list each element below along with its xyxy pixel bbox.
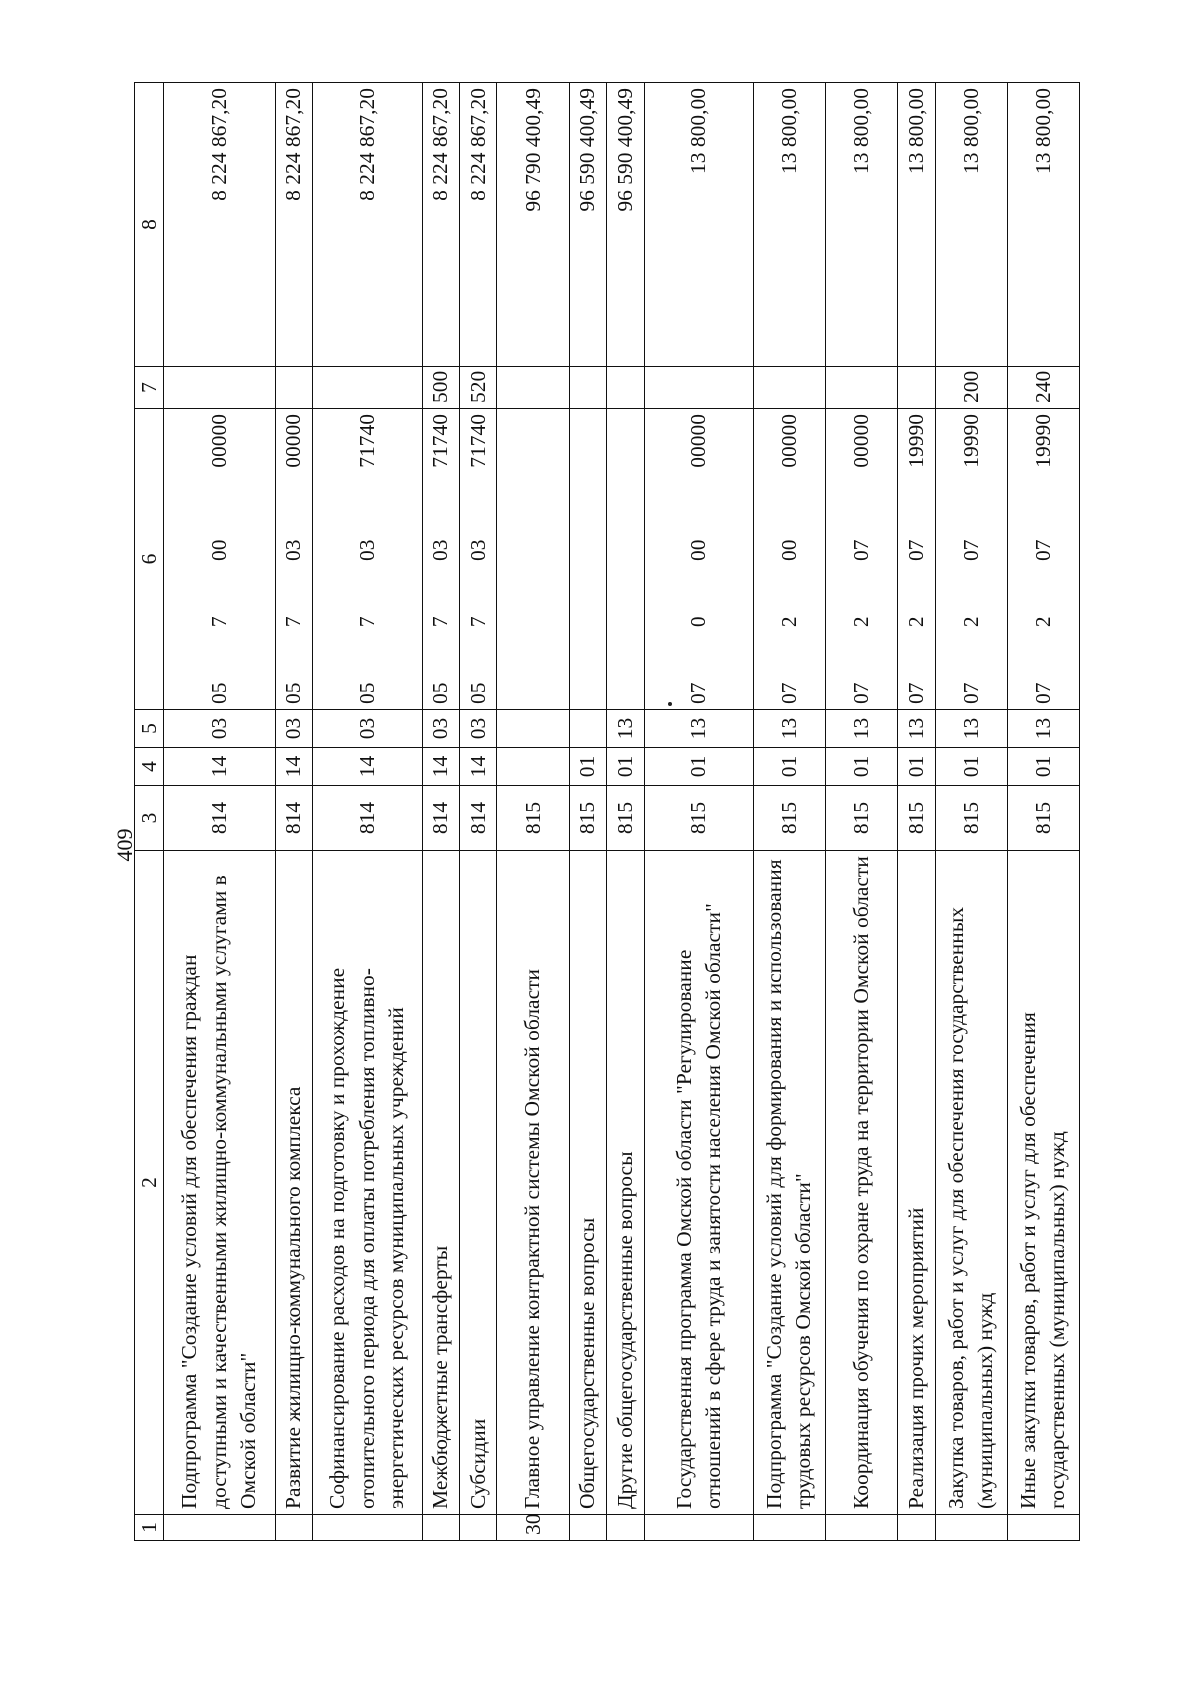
table-row (569, 83, 606, 1541)
target-article-code (935, 409, 1007, 710)
target-article-parts (959, 414, 984, 704)
column-number-header-row (135, 83, 164, 1541)
target-article-part: 07 (903, 682, 928, 704)
target-article-part: 05 (465, 682, 490, 704)
subsection-code: 03 (275, 710, 312, 748)
admin-code: 815 (497, 786, 569, 851)
expense-name: Подпрограмма "Создание условий для обеспечения граждан доступными и качественными жилищно-коммунальными услугами в Омской области" (164, 851, 276, 1515)
target-article-code (644, 409, 753, 710)
target-article-part: 2 (958, 616, 983, 628)
target-article-part: 03 (428, 539, 453, 561)
table-row (459, 83, 496, 1541)
admin-code: 815 (644, 786, 753, 851)
target-article-code (164, 409, 276, 710)
table-row (275, 83, 312, 1541)
table-row (313, 83, 422, 1541)
target-article-parts (355, 414, 380, 704)
target-article-code (826, 409, 898, 710)
subsection-code: 03 (313, 710, 422, 748)
expense-type-code (753, 367, 825, 409)
row-number (607, 1515, 644, 1541)
amount: 96 590 400,49 (569, 83, 606, 367)
target-article-part: 2 (776, 616, 801, 628)
admin-code: 815 (898, 786, 935, 851)
col-header-1: 1 (135, 1515, 164, 1541)
target-article-part: 03 (465, 539, 490, 561)
target-article-part: 00 (686, 539, 711, 561)
rotated-table-wrapper (134, 83, 1080, 1541)
target-article-code (313, 409, 422, 710)
target-article-parts (904, 414, 929, 704)
target-article-part: 7 (428, 616, 453, 628)
amount: 13 800,00 (898, 83, 935, 367)
expense-name: Развитие жилищно-коммунального комплекса (275, 851, 312, 1515)
amount: 8 224 867,20 (275, 83, 312, 367)
expense-type-code (313, 367, 422, 409)
expense-type-code: 240 (1007, 367, 1079, 409)
expense-name: Субсидии (459, 851, 496, 1515)
expense-type-code (275, 367, 312, 409)
target-article-part: 2 (849, 616, 874, 628)
subsection-code: 13 (644, 710, 753, 748)
amount: 13 800,00 (935, 83, 1007, 367)
target-article-parts (466, 414, 491, 704)
amount: 8 224 867,20 (164, 83, 276, 367)
target-article-part: 00 (206, 539, 231, 561)
admin-code: 815 (935, 786, 1007, 851)
section-code: 01 (569, 748, 606, 786)
table-body (164, 83, 1080, 1541)
col-header-6: 6 (135, 409, 164, 710)
row-number (422, 1515, 459, 1541)
expense-type-code (497, 367, 569, 409)
row-number (164, 1515, 276, 1541)
expense-name: Подпрограмма "Создание условий для формирования и использования трудовых ресурсов Омской области" (753, 851, 825, 1515)
amount: 96 790 400,49 (497, 83, 569, 367)
target-article-part: 05 (206, 682, 231, 704)
subsection-code (497, 710, 569, 748)
amount: 13 800,00 (1007, 83, 1079, 367)
target-article-part: 0 (686, 616, 711, 628)
expense-name: Реализация прочих мероприятий (898, 851, 935, 1515)
target-article-part: 07 (849, 539, 874, 561)
section-code: 01 (935, 748, 1007, 786)
admin-code: 814 (459, 786, 496, 851)
table-row (935, 83, 1007, 1541)
expense-type-code (607, 367, 644, 409)
target-article-part: 07 (958, 539, 983, 561)
section-code (497, 748, 569, 786)
expense-type-code (826, 367, 898, 409)
expense-name: Закупка товаров, работ и услуг для обеспечения государственных (муниципальных) нужд (935, 851, 1007, 1515)
subsection-code: 03 (422, 710, 459, 748)
table-row (607, 83, 644, 1541)
row-number (569, 1515, 606, 1541)
target-article-part: 7 (281, 616, 306, 628)
target-article-code (607, 409, 644, 710)
row-number (313, 1515, 422, 1541)
amount: 96 590 400,49 (607, 83, 644, 367)
amount: 8 224 867,20 (459, 83, 496, 367)
target-article-part: 03 (354, 539, 379, 561)
target-article-part: 07 (958, 682, 983, 704)
target-article-code (497, 409, 569, 710)
target-article-part: 00000 (206, 414, 231, 468)
amount: 8 224 867,20 (422, 83, 459, 367)
target-article-part: 2 (1030, 616, 1055, 628)
target-article-parts (849, 414, 874, 704)
target-article-part: 00000 (686, 414, 711, 468)
subsection-code: 13 (1007, 710, 1079, 748)
admin-code: 815 (1007, 786, 1079, 851)
section-code: 14 (459, 748, 496, 786)
col-header-3: 3 (135, 786, 164, 851)
section-code: 01 (898, 748, 935, 786)
row-number (275, 1515, 312, 1541)
page-number: 409 (112, 828, 137, 862)
expense-name: Межбюджетные трансферты (422, 851, 459, 1515)
target-article-part: 07 (1030, 682, 1055, 704)
expense-type-code (569, 367, 606, 409)
target-article-part: 03 (281, 539, 306, 561)
table-row (644, 83, 753, 1541)
section-code: 14 (313, 748, 422, 786)
table-row (422, 83, 459, 1541)
row-number (644, 1515, 753, 1541)
section-code: 14 (275, 748, 312, 786)
table-row (1007, 83, 1079, 1541)
admin-code: 814 (275, 786, 312, 851)
target-article-part: 07 (849, 682, 874, 704)
section-code: 01 (644, 748, 753, 786)
expense-name: Общегосударственные вопросы (569, 851, 606, 1515)
target-article-part: 71740 (428, 414, 453, 468)
expense-name: Главное управление контрактной системы Омской области (497, 851, 569, 1515)
expense-name: Софинансирование расходов на подготовку и прохождение отопительного периода для оплаты потребления топливно-энергетических ресурсов муниципальных учреждений (313, 851, 422, 1515)
subsection-code (569, 710, 606, 748)
table-row (497, 83, 569, 1541)
target-article-part: 71740 (354, 414, 379, 468)
expense-type-code: 500 (422, 367, 459, 409)
subsection-code: 13 (935, 710, 1007, 748)
col-header-4: 4 (135, 748, 164, 786)
target-article-part: 7 (465, 616, 490, 628)
target-article-part: 7 (354, 616, 379, 628)
table-row (164, 83, 276, 1541)
table-row (826, 83, 898, 1541)
target-article-part: 07 (1030, 539, 1055, 561)
expense-type-code (644, 367, 753, 409)
target-article-parts (281, 414, 306, 704)
target-article-parts (428, 414, 453, 704)
expense-name: Государственная программа Омской области "Регулирование отношений в сфере труда и занятости населения Омской области" (644, 851, 753, 1515)
amount: 8 224 867,20 (313, 83, 422, 367)
col-header-7: 7 (135, 367, 164, 409)
expense-name: Иные закупки товаров, работ и услуг для обеспечения государственных (муниципальных) нужд (1007, 851, 1079, 1515)
target-article-part: 19990 (958, 414, 983, 468)
target-article-part: 19990 (903, 414, 928, 468)
target-article-part: 07 (686, 682, 711, 704)
admin-code: 814 (313, 786, 422, 851)
expense-type-code: 200 (935, 367, 1007, 409)
target-article-part: 05 (354, 682, 379, 704)
subsection-code: 13 (753, 710, 825, 748)
expense-type-code (898, 367, 935, 409)
section-code: 01 (607, 748, 644, 786)
target-article-code (569, 409, 606, 710)
target-article-code (753, 409, 825, 710)
section-code: 01 (753, 748, 825, 786)
admin-code: 815 (826, 786, 898, 851)
section-code: 14 (422, 748, 459, 786)
admin-code: 815 (753, 786, 825, 851)
target-article-part: 2 (903, 616, 928, 628)
section-code: 01 (1007, 748, 1079, 786)
target-article-part: 05 (281, 682, 306, 704)
target-article-parts (777, 414, 802, 704)
target-article-code (898, 409, 935, 710)
amount: 13 800,00 (644, 83, 753, 367)
budget-table (134, 82, 1080, 1541)
admin-code: 814 (164, 786, 276, 851)
target-article-parts (686, 414, 711, 704)
subsection-code: 03 (164, 710, 276, 748)
target-article-parts (207, 414, 232, 704)
target-article-part: 00000 (281, 414, 306, 468)
subsection-code: 03 (459, 710, 496, 748)
target-article-code (422, 409, 459, 710)
admin-code: 814 (422, 786, 459, 851)
target-article-part: 71740 (465, 414, 490, 468)
section-code: 14 (164, 748, 276, 786)
table-row (753, 83, 825, 1541)
target-article-part: 7 (206, 616, 231, 628)
target-article-code (459, 409, 496, 710)
col-header-5: 5 (135, 710, 164, 748)
target-article-part: 00000 (776, 414, 801, 468)
admin-code: 815 (569, 786, 606, 851)
target-article-part: 07 (903, 539, 928, 561)
admin-code: 815 (607, 786, 644, 851)
target-article-code (1007, 409, 1079, 710)
section-code: 01 (826, 748, 898, 786)
subsection-code: 13 (826, 710, 898, 748)
row-number (826, 1515, 898, 1541)
row-number (459, 1515, 496, 1541)
amount: 13 800,00 (826, 83, 898, 367)
row-number (1007, 1515, 1079, 1541)
row-number (935, 1515, 1007, 1541)
subsection-code: 13 (607, 710, 644, 748)
target-article-part: 05 (428, 682, 453, 704)
table-row (898, 83, 935, 1541)
row-number: 30 (497, 1515, 569, 1541)
row-number (753, 1515, 825, 1541)
subsection-code: 13 (898, 710, 935, 748)
row-number (898, 1515, 935, 1541)
expense-name: Координация обучения по охране труда на территории Омской области (826, 851, 898, 1515)
expense-type-code (164, 367, 276, 409)
target-article-part: 19990 (1030, 414, 1055, 468)
target-article-code (275, 409, 312, 710)
target-article-part: 07 (776, 682, 801, 704)
expense-type-code: 520 (459, 367, 496, 409)
target-article-part: 00 (776, 539, 801, 561)
target-article-parts (1031, 414, 1056, 704)
col-header-8: 8 (135, 83, 164, 367)
expense-name: Другие общегосударственные вопросы (607, 851, 644, 1515)
target-article-part: 00000 (849, 414, 874, 468)
col-header-2: 2 (135, 851, 164, 1515)
amount: 13 800,00 (753, 83, 825, 367)
